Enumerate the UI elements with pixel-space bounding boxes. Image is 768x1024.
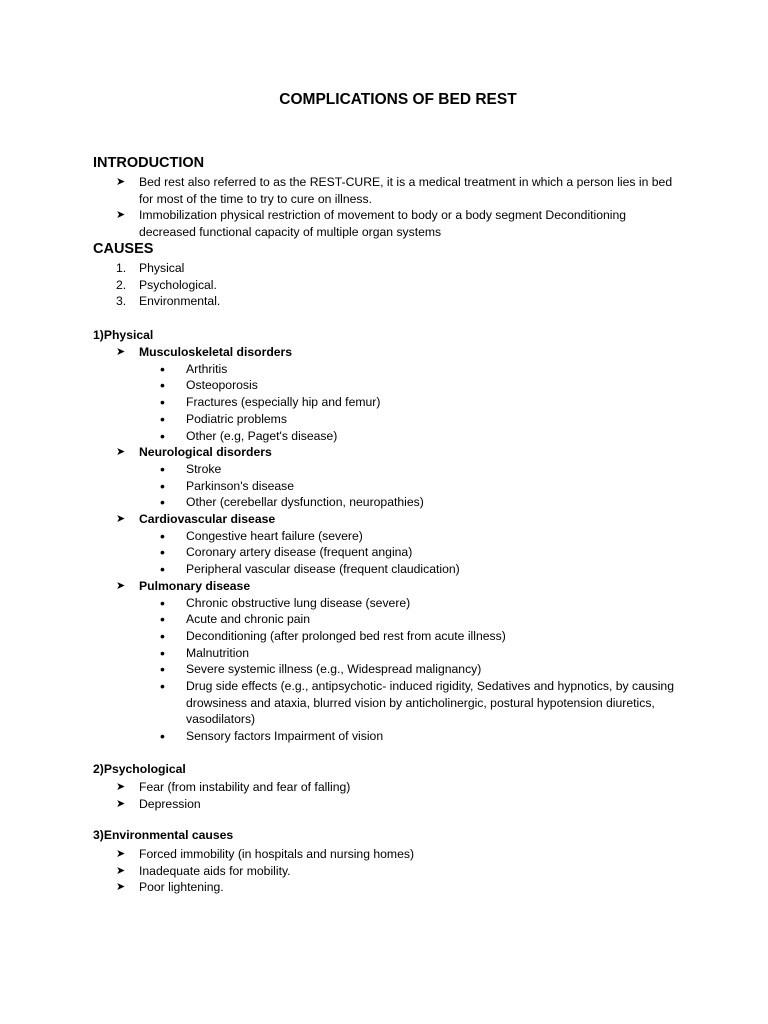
- list-item: ➤ Depression: [116, 796, 201, 811]
- document-title: COMPLICATIONS OF BED REST: [279, 91, 517, 108]
- list-item: • Parkinson's disease: [160, 477, 295, 494]
- arrow-bullet-icon: ➤: [116, 176, 126, 188]
- bullet-icon: •: [160, 678, 165, 695]
- bullet-icon: •: [160, 728, 165, 745]
- list-item: • Severe systemic illness (e.g., Widespread malignancy): [160, 661, 482, 678]
- arrow-bullet-icon: ➤: [116, 346, 126, 358]
- bullet-icon: •: [160, 410, 165, 427]
- list-item: • Arthritis: [160, 360, 228, 377]
- list-number: 1.: [116, 261, 127, 275]
- bullet-icon: •: [160, 394, 165, 411]
- list-item: [0, 207, 768, 240]
- arrow-bullet-icon: ➤: [116, 881, 126, 894]
- list-item: • Deconditioning (after prolonged bed rest from acute illness): [160, 627, 506, 644]
- environmental-heading: 3)Environmental causes: [93, 828, 234, 842]
- environmental-list: [0, 846, 768, 896]
- arrow-bullet-icon: ➤: [116, 209, 126, 222]
- bullet-icon: •: [160, 377, 165, 394]
- list-number: 2.: [116, 277, 127, 292]
- arrow-bullet-icon: ➤: [116, 848, 126, 860]
- cause-text: Psychological.: [139, 277, 217, 292]
- bullet-icon: •: [160, 360, 165, 377]
- list-item: • Podiatric problems: [160, 410, 287, 427]
- list-item: • Peripheral vascular disease (frequent claudication): [160, 561, 460, 578]
- list-item: [0, 293, 768, 310]
- group-title: ➤ Neurological disorders: [116, 445, 272, 460]
- bullet-icon: •: [160, 494, 165, 511]
- arrow-bullet-icon: ➤: [116, 513, 126, 526]
- bullet-icon: •: [160, 627, 165, 644]
- list-item: • Stroke: [160, 460, 222, 477]
- list-item: • Other (e.g, Paget's disease): [160, 427, 338, 444]
- introduction-text: Bed rest also referred to as the REST-CURE, it is a medical treatment in which a person lies in bed for most of the time to try to cure on illness.: [139, 175, 673, 206]
- list-item: ➤ Poor lightening.: [116, 880, 224, 895]
- arrow-bullet-icon: ➤: [116, 579, 126, 592]
- psychological-list: [0, 779, 768, 812]
- arrow-bullet-icon: ➤: [116, 864, 126, 877]
- list-item: • Chronic obstructive lung disease (severe): [160, 594, 411, 611]
- cause-text: Environmental.: [139, 294, 221, 309]
- physical-heading: 1)Physical: [93, 328, 154, 342]
- arrow-bullet-icon: ➤: [116, 446, 126, 459]
- psychological-heading: 2)Psychological: [93, 762, 186, 776]
- group-title: ➤ Cardiovascular disease: [116, 512, 276, 527]
- list-item: • Coronary artery disease (frequent angina): [160, 544, 413, 561]
- group-title: ➤ Musculoskeletal disorders: [116, 345, 293, 359]
- causes-heading: CAUSES: [93, 241, 154, 257]
- bullet-icon: •: [160, 611, 165, 628]
- causes-list: [0, 260, 768, 310]
- physical-list: [0, 344, 768, 745]
- bullet-icon: •: [160, 477, 165, 494]
- bullet-icon: •: [160, 427, 165, 444]
- bullet-icon: •: [160, 661, 165, 678]
- list-item: • Sensory factors Impairment of vision: [160, 728, 384, 745]
- list-item: • Acute and chronic pain: [160, 611, 310, 628]
- list-number: 3.: [116, 294, 127, 309]
- list-item: • Congestive heart failure (severe): [160, 527, 363, 544]
- arrow-bullet-icon: ➤: [116, 797, 126, 810]
- list-item: • Other (cerebellar dysfunction, neuropathies): [160, 494, 424, 511]
- introduction-heading: INTRODUCTION: [93, 155, 205, 171]
- list-item: • Osteoporosis: [160, 377, 258, 394]
- list-item: • Drug side effects (e.g., antipsychotic- induced rigidity, Sedatives and hypnotics, by causing drowsiness and ataxia, blurred vision by anticholinergic, postural hypotension diuretics, vasodilators): [160, 678, 674, 727]
- introduction-list: [0, 174, 768, 241]
- introduction-text: Immobilization physical restriction of movement to body or a body segment Deconditioning decreased functional capacity of multiple organ systems: [139, 208, 627, 240]
- list-item: ➤ Inadequate aids for mobility.: [116, 863, 291, 878]
- bullet-icon: •: [160, 544, 165, 561]
- bullet-icon: •: [160, 460, 165, 477]
- bullet-icon: •: [160, 561, 165, 578]
- list-item: [0, 277, 768, 294]
- list-item: • Malnutrition: [160, 644, 249, 661]
- arrow-bullet-icon: ➤: [116, 781, 126, 793]
- list-item: • Fractures (especially hip and femur): [160, 394, 381, 411]
- bullet-icon: •: [160, 527, 165, 544]
- bullet-icon: •: [160, 594, 165, 611]
- list-item: [0, 260, 768, 277]
- group-title: ➤ Pulmonary disease: [116, 578, 251, 593]
- cause-text: Physical: [139, 261, 185, 275]
- list-item: ➤ Fear (from instability and fear of falling): [116, 780, 351, 794]
- list-item: [0, 174, 768, 207]
- bullet-icon: •: [160, 644, 165, 661]
- list-item: ➤ Forced immobility (in hospitals and nursing homes): [116, 847, 415, 861]
